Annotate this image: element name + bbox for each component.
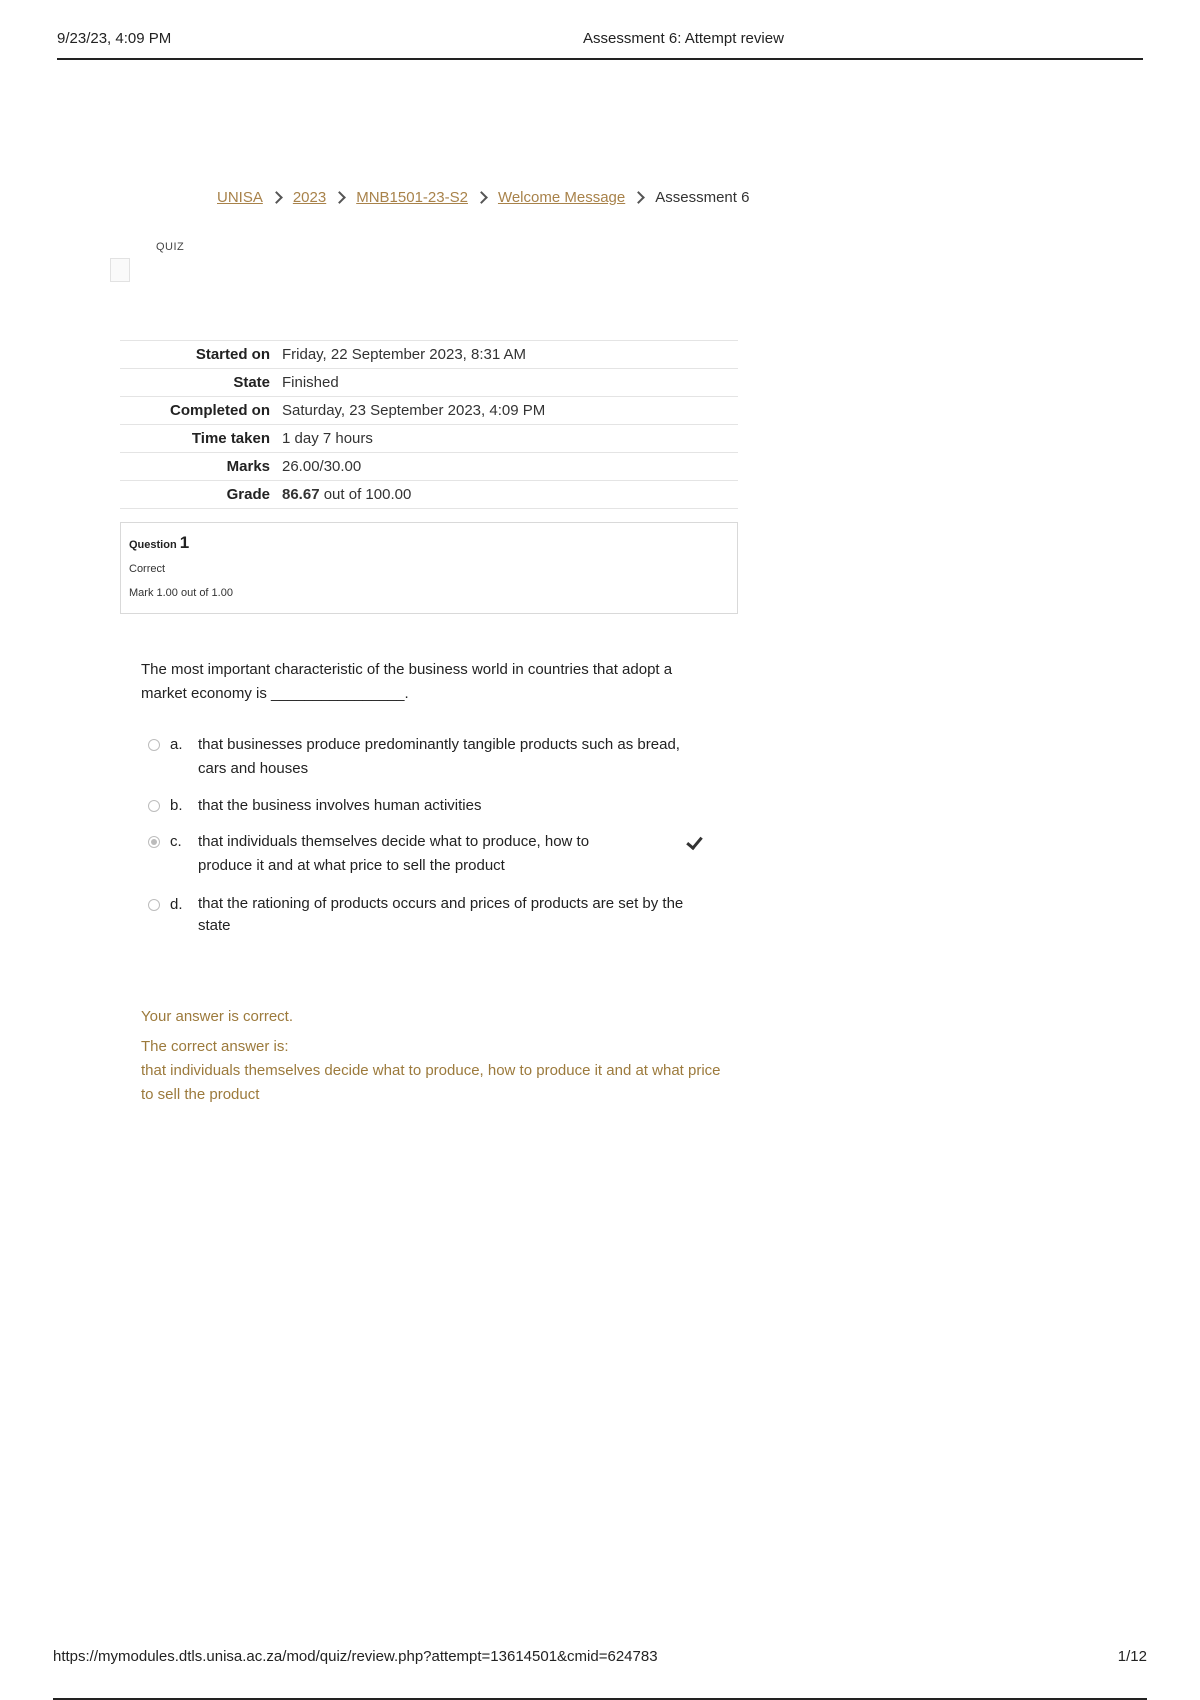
- feedback-correct-answer: that individuals themselves decide what to produce, how to produce it and at what price to sell the product: [141, 1062, 721, 1103]
- summary-label: Time taken: [120, 425, 280, 453]
- summary-value: 1 day 7 hours: [280, 425, 738, 453]
- feedback-result: Your answer is correct.: [141, 1008, 294, 1025]
- print-url: https://mymodules.dtls.unisa.ac.za/mod/quiz/review.php?attempt=13614501&cmid=624783: [53, 1648, 658, 1665]
- print-title: Assessment 6: Attempt review: [583, 30, 784, 47]
- summary-row: [120, 369, 738, 397]
- chevron-right-icon: [333, 191, 346, 204]
- summary-value: Saturday, 23 September 2023, 4:09 PM: [280, 397, 738, 425]
- answer-option-d[interactable]: [148, 893, 718, 941]
- summary-value: Friday, 22 September 2023, 8:31 AM: [280, 341, 738, 369]
- summary-value: [280, 481, 738, 509]
- answer-text: that the business involves human activities: [198, 797, 482, 814]
- chevron-right-icon: [632, 191, 645, 204]
- grade-suffix: out of 100.00: [319, 486, 412, 503]
- answer-option-b[interactable]: [148, 794, 718, 830]
- feedback: [141, 1005, 721, 1107]
- quiz-icon: [110, 258, 130, 282]
- question-state: Correct: [129, 563, 166, 575]
- print-page-number: 1/12: [1117, 1648, 1147, 1665]
- radio-button[interactable]: [148, 899, 160, 911]
- question-info-box: [120, 522, 738, 614]
- breadcrumb: [217, 189, 749, 206]
- answer-text: that the rationing of products occurs and prices of products are set by the state: [198, 895, 684, 934]
- summary-row: [120, 425, 738, 453]
- print-header: [57, 30, 1143, 60]
- question-number-value: 1: [179, 533, 190, 552]
- summary-row: [120, 341, 738, 369]
- print-date: 9/23/23, 4:09 PM: [57, 30, 172, 47]
- answer-options: [148, 733, 718, 941]
- question-label: Question: [129, 539, 180, 551]
- answer-letter: a.: [170, 736, 183, 753]
- breadcrumb-link-welcome[interactable]: Welcome Message: [497, 189, 626, 206]
- quiz-label: QUIZ: [156, 241, 185, 253]
- question-text: The most important characteristic of the business world in countries that adopt a market economy is ________________.: [141, 661, 673, 702]
- breadcrumb-current: Assessment 6: [655, 189, 750, 206]
- breadcrumb-link-year[interactable]: 2023: [292, 189, 327, 206]
- summary-value: 26.00/30.00: [280, 453, 738, 481]
- question-mark: Mark 1.00 out of 1.00: [129, 587, 233, 599]
- attempt-summary-table: [120, 340, 738, 509]
- grade-value: 86.67: [282, 486, 320, 503]
- summary-label: Grade: [120, 481, 280, 509]
- answer-text: that individuals themselves decide what to produce, how to produce it and at what price to sell the product: [198, 833, 590, 874]
- summary-row: [120, 453, 738, 481]
- answer-option-a[interactable]: [148, 733, 718, 794]
- summary-label: State: [120, 369, 280, 397]
- check-icon: [686, 833, 703, 850]
- summary-label: Completed on: [120, 397, 280, 425]
- breadcrumb-link-unisa[interactable]: UNISA: [217, 189, 263, 206]
- radio-button-selected[interactable]: [148, 836, 160, 848]
- answer-letter: b.: [170, 797, 183, 814]
- print-footer: [53, 1648, 1147, 1700]
- radio-button[interactable]: [148, 800, 160, 812]
- chevron-right-icon: [270, 191, 283, 204]
- summary-row: [120, 397, 738, 425]
- radio-button[interactable]: [148, 739, 160, 751]
- summary-label: Marks: [120, 453, 280, 481]
- breadcrumb-link-course[interactable]: MNB1501-23-S2: [356, 189, 468, 206]
- question-number: [129, 533, 729, 553]
- summary-label: Started on: [120, 341, 280, 369]
- summary-row: [120, 481, 738, 509]
- answer-option-c[interactable]: [148, 830, 718, 893]
- chevron-right-icon: [475, 191, 488, 204]
- answer-text: that businesses produce predominantly tangible products such as bread, cars and houses: [198, 736, 680, 777]
- summary-value: Finished: [280, 369, 738, 397]
- answer-letter: d.: [170, 896, 183, 913]
- feedback-correct-label: The correct answer is:: [141, 1038, 289, 1055]
- answer-letter: c.: [170, 833, 182, 850]
